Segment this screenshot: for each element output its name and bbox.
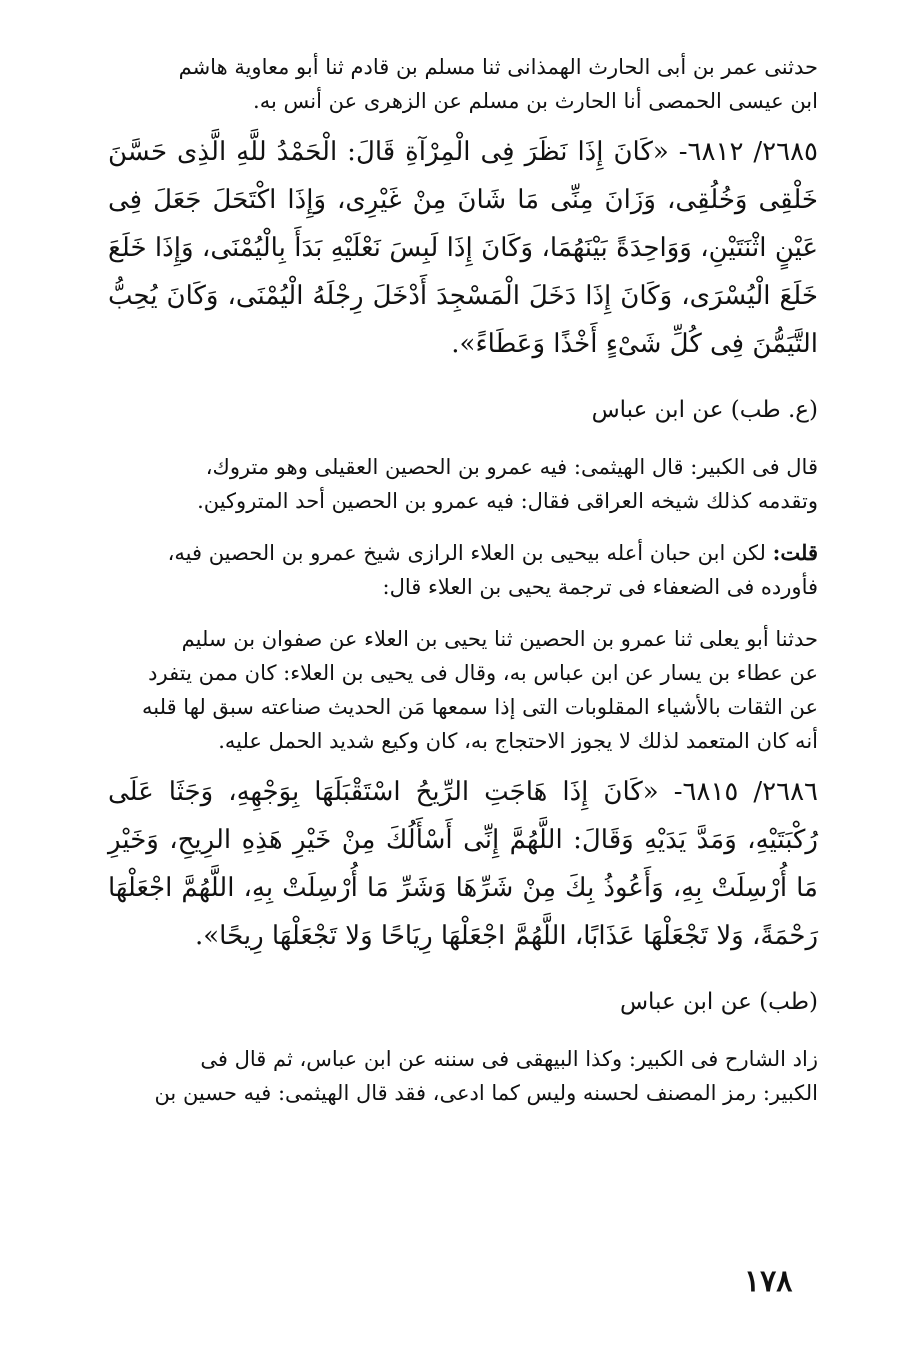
commentary-block: [108, 450, 818, 518]
text-line: فأورده فى الضعفاء فى ترجمة يحيى بن العلاء قال:: [382, 575, 818, 599]
text-line: أنه كان المتعمد لذلك لا يجوز الاحتجاج به، كان وكيع شديد الحمل عليه.: [218, 729, 818, 753]
text-line: حدثنى عمر بن أبى الحارث الهمذانى ثنا مسلم بن قادم ثنا أبو معاوية هاشم: [178, 55, 818, 79]
narration-block: [108, 622, 818, 758]
text-line: ابن عيسى الحمصى أنا الحارث بن مسلم عن الزهرى عن أنس به.: [253, 89, 818, 113]
text-line: عن الثقات بالأشياء المقلوبات التى إذا سمعها مَن الحديث صناعته سبق لها قلبه: [142, 695, 818, 719]
commentary-block: [108, 1042, 818, 1110]
hadith-number: ٢٦٨٦/ ٦٨١٥-: [673, 777, 818, 807]
text-line: حدثنا أبو يعلى ثنا عمرو بن الحصين ثنا يحيى بن العلاء عن صفوان بن سليم: [181, 627, 818, 651]
hadith-source: (ع. طب) عن ابن عباس: [591, 397, 818, 423]
text-line: [108, 536, 818, 570]
hadith-2685: [108, 128, 818, 368]
hadith-number: ٢٦٨٥/ ٦٨١٢-: [678, 137, 819, 167]
text-line: عن عطاء بن يسار عن ابن عباس به، وقال فى يحيى بن العلاء: كان ممن يتفرد: [148, 661, 818, 685]
text-line: وتقدمه كذلك شيخه العراقى فقال: فيه عمرو بن الحصين أحد المتروكين.: [197, 489, 818, 513]
hadith-text: «كَانَ إِذَا نَظَرَ فِى الْمِرْآةِ قَالَ: الْحَمْدُ للَّهِ الَّذِى حَسَّنَ خَلْقِى وَخُلُقِى، وَزَانَ مِنِّى مَا شَانَ مِنْ غَيْرِى، وَإِذَا اكْتَحَلَ جَعَلَ فِى عَيْنٍ اثْنَتَيْنِ، وَوَاحِدَةً بَيْنَهُمَا، وَكَانَ إِذَا لَبِسَ نَعْلَيْهِ بَدَأَ بِالْيُمْنَى، وَإِذَا خَلَعَ خَلَعَ الْيُسْرَى، وَكَانَ إِذَا دَخَلَ الْمَسْجِدَ أَدْخَلَ رِجْلَهُ الْيُمْنَى، وَكَانَ يُحِبُّ التَّيَمُّنَ فِى كُلِّ شَىْءٍ أَخْذًا وَعَطَاءً».: [108, 137, 818, 359]
intro-isnad: [108, 50, 818, 118]
text-line: زاد الشارح فى الكبير: وكذا البيهقى فى سننه عن ابن عباس، ثم قال فى: [200, 1047, 818, 1071]
hadith-text: «كَانَ إِذَا هَاجَتِ الرِّيحُ اسْتَقْبَلَهَا بِوَجْهِهِ، وَجَثَا عَلَى رُكْبَتَيْهِ، وَمَدَّ يَدَيْهِ وَقَالَ: اللَّهُمَّ إِنِّى أَسْأَلُكَ مِنْ خَيْرِ هَذِهِ الرِيحِ، وَخَيْرِ مَا أُرْسِلَتْ بِهِ، وَأَعُوذُ بِكَ مِنْ شَرِّهَا وَشَرِّ مَا أُرْسِلَتْ بِهِ، اللَّهُمَّ اجْعَلْهَا رَحْمَةً، وَلا تَجْعَلْهَا عَذَابًا، اللَّهُمَّ اجْعَلْهَا رِيَاحًا وَلا تَجْعَلْهَا رِيحًا».: [108, 777, 818, 951]
note-heading: قلت:: [772, 540, 818, 565]
note-block: [108, 536, 818, 604]
hadith-2686: [108, 768, 818, 960]
page-number: ١٧٨: [744, 1264, 793, 1299]
text-line: قال فى الكبير: قال الهيثمى: فيه عمرو بن الحصين العقيلى وهو متروك،: [205, 455, 818, 479]
note-text: لكن ابن حبان أعله بيحيى بن العلاء الرازى شيخ عمرو بن الحصين فيه،: [167, 541, 766, 565]
text-line: الكبير: رمز المصنف لحسنه وليس كما ادعى، فقد قال الهيثمى: فيه حسين بن: [154, 1081, 818, 1105]
document-page: [108, 50, 818, 1110]
hadith-source: (طب) عن ابن عباس: [619, 989, 818, 1015]
